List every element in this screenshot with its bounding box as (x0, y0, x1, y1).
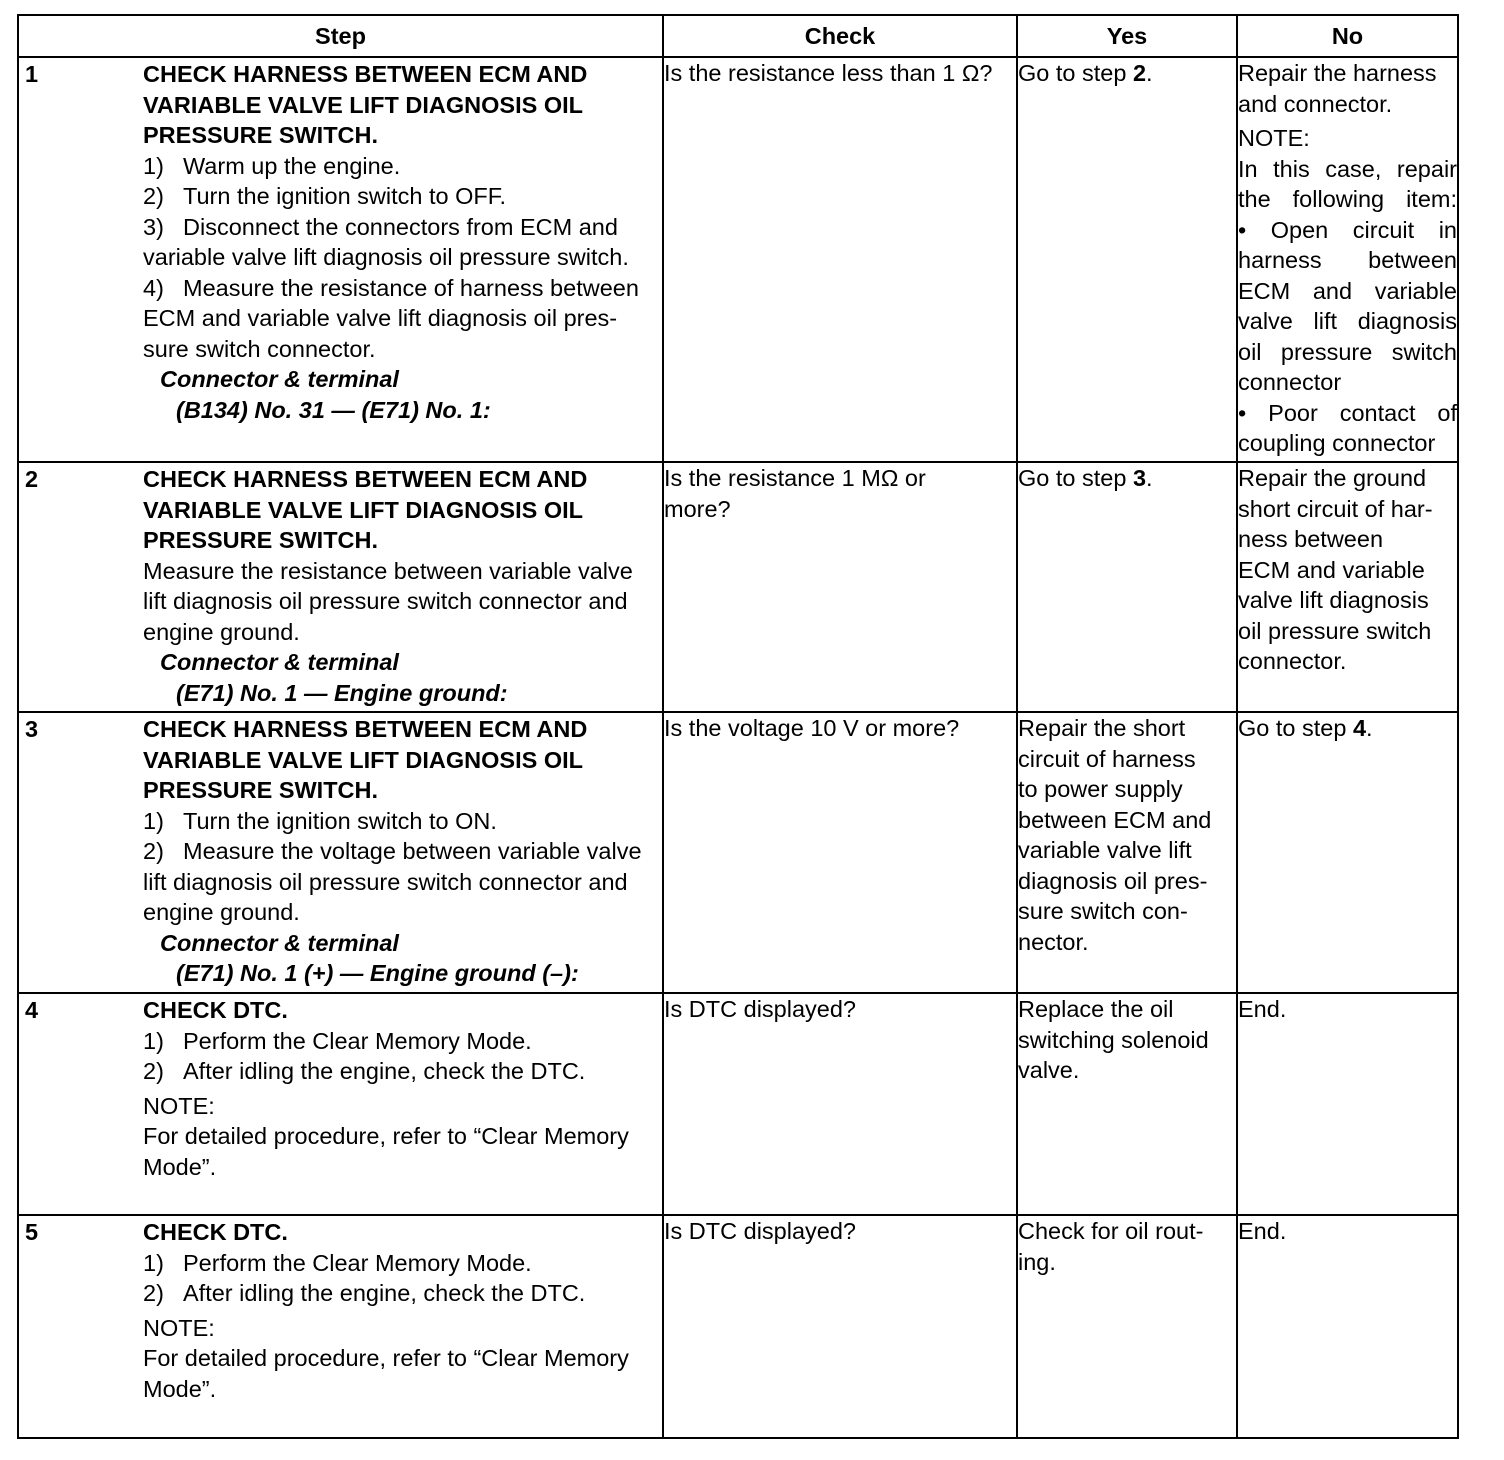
step-body (143, 58, 662, 425)
note-text: Mode”. (143, 1375, 217, 1402)
step-text: Measure the resistance between variable valve (143, 557, 633, 584)
yes-cell: Go to step 3. (1017, 462, 1237, 712)
step-cell (18, 712, 663, 993)
note-text: For detailed procedure, refer to “Clear Memory (143, 1123, 629, 1149)
table-row (18, 1215, 1458, 1438)
step-title: VARIABLE VALVE LIFT DIAGNOSIS OIL (143, 496, 583, 523)
yes-cell: Go to step 2. (1017, 57, 1237, 462)
step-body (143, 1216, 662, 1404)
substep: 1) Warm up the engine. (143, 152, 401, 179)
header-row (18, 15, 1458, 57)
connector-label: Connector & terminal (160, 366, 399, 392)
substep: 4) Measure the resistance of harness between (143, 274, 639, 301)
step-number: 4 (25, 997, 39, 1023)
step-title: PRESSURE SWITCH. (143, 777, 379, 803)
substep-continued: sure switch connector. (143, 335, 376, 362)
substep: 2) After idling the engine, check the DTC. (143, 1058, 586, 1084)
substep: 2) Turn the ignition switch to OFF. (143, 183, 507, 209)
no-cell: End. (1237, 993, 1458, 1215)
step-cell (18, 462, 663, 712)
substep-continued: lift diagnosis oil pressure switch connector and (143, 868, 628, 895)
note-label: NOTE: (1238, 125, 1310, 151)
step-number: 3 (25, 716, 39, 742)
yes-cell: Check for oil rout- ing. (1017, 1215, 1237, 1438)
substep: 2) Measure the voltage between variable valve (143, 838, 642, 864)
note-label: NOTE: (143, 1092, 215, 1119)
connector-value: (E71) No. 1 — Engine ground: (176, 679, 508, 706)
substep: 2) After idling the engine, check the DTC. (143, 1280, 586, 1306)
header-no: No (1237, 15, 1458, 57)
substep: 1) Turn the ignition switch to ON. (143, 807, 497, 834)
table-row (18, 993, 1458, 1215)
step-title: CHECK HARNESS BETWEEN ECM AND (143, 466, 588, 492)
check-cell: Is DTC displayed? (663, 993, 1017, 1215)
step-title: CHECK DTC. (143, 1219, 288, 1245)
connector-value: (E71) No. 1 (+) — Engine ground (–): (176, 960, 579, 986)
substep: 3) Disconnect the connectors from ECM and (143, 213, 618, 240)
step-body (143, 463, 662, 708)
connector-label: Connector & terminal (160, 929, 399, 956)
substep-continued: ECM and variable valve lift diagnosis oil pres- (143, 305, 618, 331)
step-title: VARIABLE VALVE LIFT DIAGNOSIS OIL (143, 746, 583, 773)
header-step: Step (18, 15, 663, 57)
check-cell: Is the resistance 1 MΩ or more? (663, 462, 1017, 712)
yes-cell: Repair the short circuit of harness to power supply between ECM and variable valve lift diagnosis oil pres- sure switch con- nector. (1017, 712, 1237, 993)
step-text: engine ground. (143, 618, 300, 645)
substep: 1) Perform the Clear Memory Mode. (143, 1249, 532, 1276)
note-label: NOTE: (143, 1314, 215, 1341)
header-yes: Yes (1017, 15, 1237, 57)
table-row (18, 57, 1458, 462)
no-cell: Go to step 4. (1237, 712, 1458, 993)
step-body (143, 713, 662, 989)
check-cell: Is DTC displayed? (663, 1215, 1017, 1438)
step-title: PRESSURE SWITCH. (143, 122, 379, 148)
connector-value: (B134) No. 31 — (E71) No. 1: (176, 396, 491, 423)
header-check: Check (663, 15, 1017, 57)
step-title: CHECK DTC. (143, 997, 288, 1023)
step-text: lift diagnosis oil pressure switch connector and (143, 588, 628, 614)
table-row (18, 712, 1458, 993)
step-body (143, 994, 662, 1182)
table-row (18, 462, 1458, 712)
no-cell: End. (1237, 1215, 1458, 1438)
step-title: CHECK HARNESS BETWEEN ECM AND (143, 716, 588, 742)
step-number: 2 (25, 466, 39, 492)
step-cell (18, 993, 663, 1215)
connector-label: Connector & terminal (160, 649, 399, 675)
substep-continued: engine ground. (143, 899, 300, 925)
check-cell: Is the voltage 10 V or more? (663, 712, 1017, 993)
step-title: PRESSURE SWITCH. (143, 527, 379, 553)
step-number: 1 (25, 61, 39, 87)
step-number: 5 (25, 1219, 39, 1245)
step-title: VARIABLE VALVE LIFT DIAGNOSIS OIL (143, 91, 583, 118)
diagnostic-table (17, 14, 1459, 1439)
step-cell (18, 57, 663, 462)
yes-cell: Replace the oil switching solenoid valve. (1017, 993, 1237, 1215)
step-cell (18, 1215, 663, 1438)
no-cell: Repair the ground short circuit of har- ness between ECM and variable valve lift diagnosis oil pressure switch connector. (1237, 462, 1458, 712)
substep-continued: variable valve lift diagnosis oil pressure switch. (143, 244, 629, 270)
note-text: For detailed procedure, refer to “Clear Memory (143, 1345, 629, 1371)
substep: 1) Perform the Clear Memory Mode. (143, 1027, 532, 1054)
step-title: CHECK HARNESS BETWEEN ECM AND (143, 61, 588, 87)
check-cell: Is the resistance less than 1 Ω? (663, 57, 1017, 462)
no-cell: Repair the harness and connector. NOTE: In this case, repair the following item: • Open circuit in harness between ECM and variable valve lift diagnosis oil pressure switch connector • Poor contact of coupling connector (1237, 57, 1458, 462)
note-text: Mode”. (143, 1153, 217, 1180)
